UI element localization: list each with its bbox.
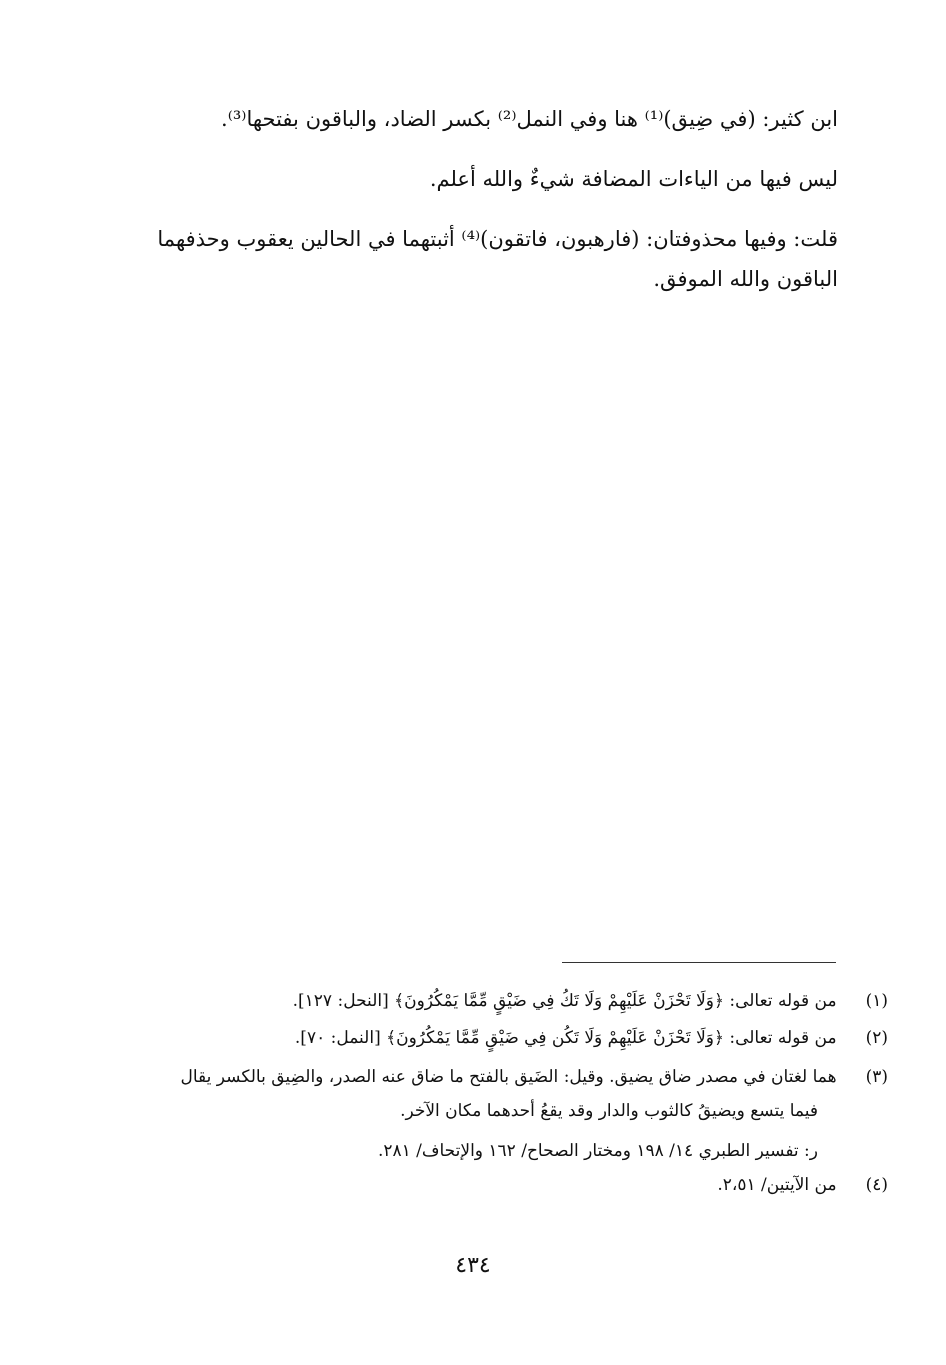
footnote-text: من قوله تعالى: ﴿وَلَا تَحْزَنْ عَلَيْهِمْ وَلَا تَكُن فِي ضَيْقٍ مِّمَّا يَمْكُرُونَ﴾ [النمل: ٧٠]. <box>294 1028 837 1048</box>
footnote-3 <box>181 1064 888 1090</box>
footnote-text: من الآيتين/ ٢،٥١. <box>717 1175 837 1195</box>
footnote-number: (٣) <box>865 1067 888 1087</box>
footnote-separator <box>562 962 836 963</box>
text-line-4: الباقون والله الموفق. <box>653 267 838 291</box>
footnote-2 <box>295 1025 888 1051</box>
text-line-1: ابن كثير: (في ضِيق)⁽¹⁾ هنا وفي النمل⁽²⁾ بكسر الضاد، والباقون بفتحها⁽³⁾. <box>221 107 838 131</box>
footnote-text: هما لغتان في مصدر ضاق يضيق. وقيل: الضَيق بالفتح ما ضاق عنه الصدر، والضِيق بالكسر يقال <box>180 1067 837 1087</box>
page-number: ٤٣٤ <box>455 1253 491 1278</box>
footnote-number: (٢) <box>865 1028 888 1048</box>
text-line-3: قلت: وفيها محذوفتان: (فارهبون، فاتقون)⁽⁴⁾ أثبتهما في الحالين يعقوب وحذفهما <box>157 227 838 251</box>
footnote-text: من قوله تعالى: ﴿وَلَا تَحْزَنْ عَلَيْهِمْ وَلَا تَكُ فِي ضَيْقٍ مِّمَّا يَمْكُرُونَ﴾ [النحل: ١٢٧]. <box>292 991 837 1011</box>
footnote-number: (١) <box>865 991 888 1011</box>
footnote-4 <box>717 1172 888 1198</box>
footnote-3-reference: ر: تفسير الطبري ١٤/ ١٩٨ ومختار الصحاح/ ١٦٢ والإتحاف/ ٢٨١. <box>377 1141 818 1161</box>
footnote-1 <box>293 988 888 1014</box>
footnote-3-continuation: فيما يتسع ويضيقُ كالثوب والدار وقد يقعُ أحدهما مكان الآخر. <box>400 1101 818 1121</box>
footnote-number: (٤) <box>865 1175 888 1195</box>
text-line-2: ليس فيها من الياءات المضافة شيءٌ والله أعلم. <box>429 167 838 191</box>
